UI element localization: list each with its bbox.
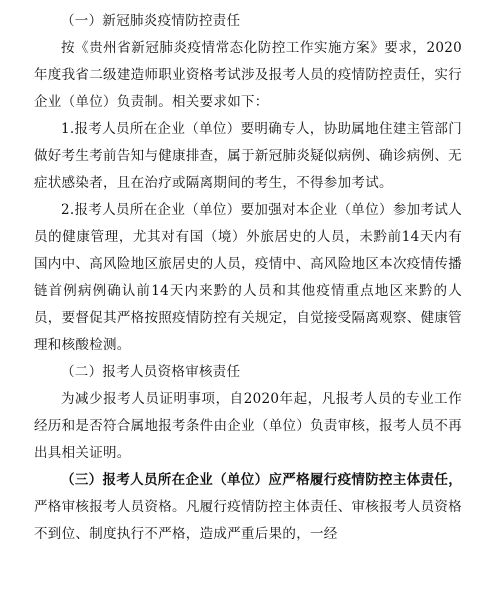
section2-body: 为减少报考人员证明事项，自2020年起，凡报考人员的专业工作经历和是否符合属地报考条件由企业（单位）负责审核，报考人员不再出具相关证明。 bbox=[34, 391, 462, 461]
section3-heading: （三）报考人员所在企业（单位）应严格履行疫情防控主体责任， bbox=[61, 472, 462, 488]
section3-body: 严格审核报考人员资格。凡履行疫情防控主体责任、审核报考人员资格不到位、制度执行不严格，造成严重后果的，一经 bbox=[34, 499, 462, 542]
section1-intro: 按《贵州省新冠肺炎疫情常态化防控工作实施方案》要求，2020年度我省二级建造师职业资格考试涉及报考人员的疫情防控责任，实行企业（单位）负责制。相关要求如下： bbox=[34, 40, 462, 110]
section1-heading: （一）新冠肺炎疫情防控责任 bbox=[61, 13, 241, 29]
section3-paragraph bbox=[34, 467, 462, 548]
section2-heading: （二）报考人员资格审核责任 bbox=[61, 364, 241, 380]
section1-item-1: 1.报考人员所在企业（单位）要明确专人，协助属地住建主管部门做好考生考前告知与健康排查，属于新冠肺炎疑似病例、确诊病例、无症状感染者，且在治疗或隔离期间的考生，不得参加考试。 bbox=[34, 121, 462, 191]
section1-item-2: 2.报考人员所在企业（单位）要加强对本企业（单位）参加考试人员的健康管理，尤其对有国（境）外旅居史的人员，未黔前14天内有国内中、高风险地区旅居史的人员，疫情中、高风险地区本次疫情传播链首例病例确认前14天内来黔的人员和其他疫情重点地区来黔的人员，要督促其严格按照疫情防控有关规定，自觉接受隔离观察、健康管理和核酸检测。 bbox=[34, 202, 462, 353]
